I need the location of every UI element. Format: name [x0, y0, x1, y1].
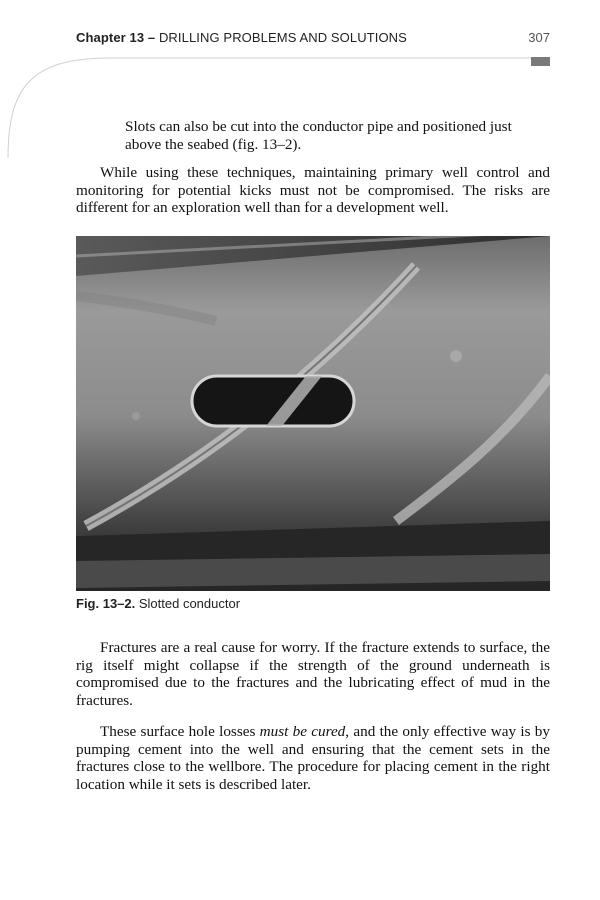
- indented-paragraph-text: Slots can also be cut into the conductor pipe and positioned just above the seabed (fig. 13–2).: [125, 118, 512, 153]
- emphasized-text: must be cured: [259, 723, 346, 740]
- figure-caption-text: Slotted conductor: [135, 596, 241, 611]
- figure-slotted-conductor-photo: [76, 236, 550, 591]
- body-paragraph-3: [76, 723, 550, 793]
- figure-label: Fig. 13–2.: [76, 596, 136, 611]
- figure-caption: [76, 596, 240, 611]
- chapter-heading: [76, 30, 407, 45]
- paragraph-text: Fractures are a real cause for worry. If the fracture extends to surface, the rig itself might collapse if the strength of the ground underneath is compromised due to the fractures and the lubricating effect of mud in the fractures.: [76, 639, 550, 709]
- indented-paragraph: [125, 118, 545, 153]
- paragraph-text: [76, 723, 550, 793]
- paragraph-text-start: These surface hole losses: [100, 723, 260, 740]
- chapter-title: DRILLING PROBLEMS AND SOLUTIONS: [155, 30, 407, 45]
- photo-illustration: [76, 236, 550, 591]
- body-paragraph-2: [76, 639, 550, 709]
- paragraph-text: While using these techniques, maintaining primary well control and monitoring for potential kicks must not be compromised. The risks are different for an exploration well than for a development well.: [76, 164, 550, 217]
- section-tab-mark: [531, 57, 550, 66]
- paragraph-text-end: , and the only effective way is by pumping cement into the well and ensuring that the cement sets in the fractures close to the wellbore. The procedure for placing cement in the right location while it sets is described later.: [76, 723, 550, 793]
- chapter-label: Chapter 13 –: [76, 30, 156, 45]
- body-paragraph-1: [76, 164, 550, 217]
- page-number: 307: [528, 30, 550, 45]
